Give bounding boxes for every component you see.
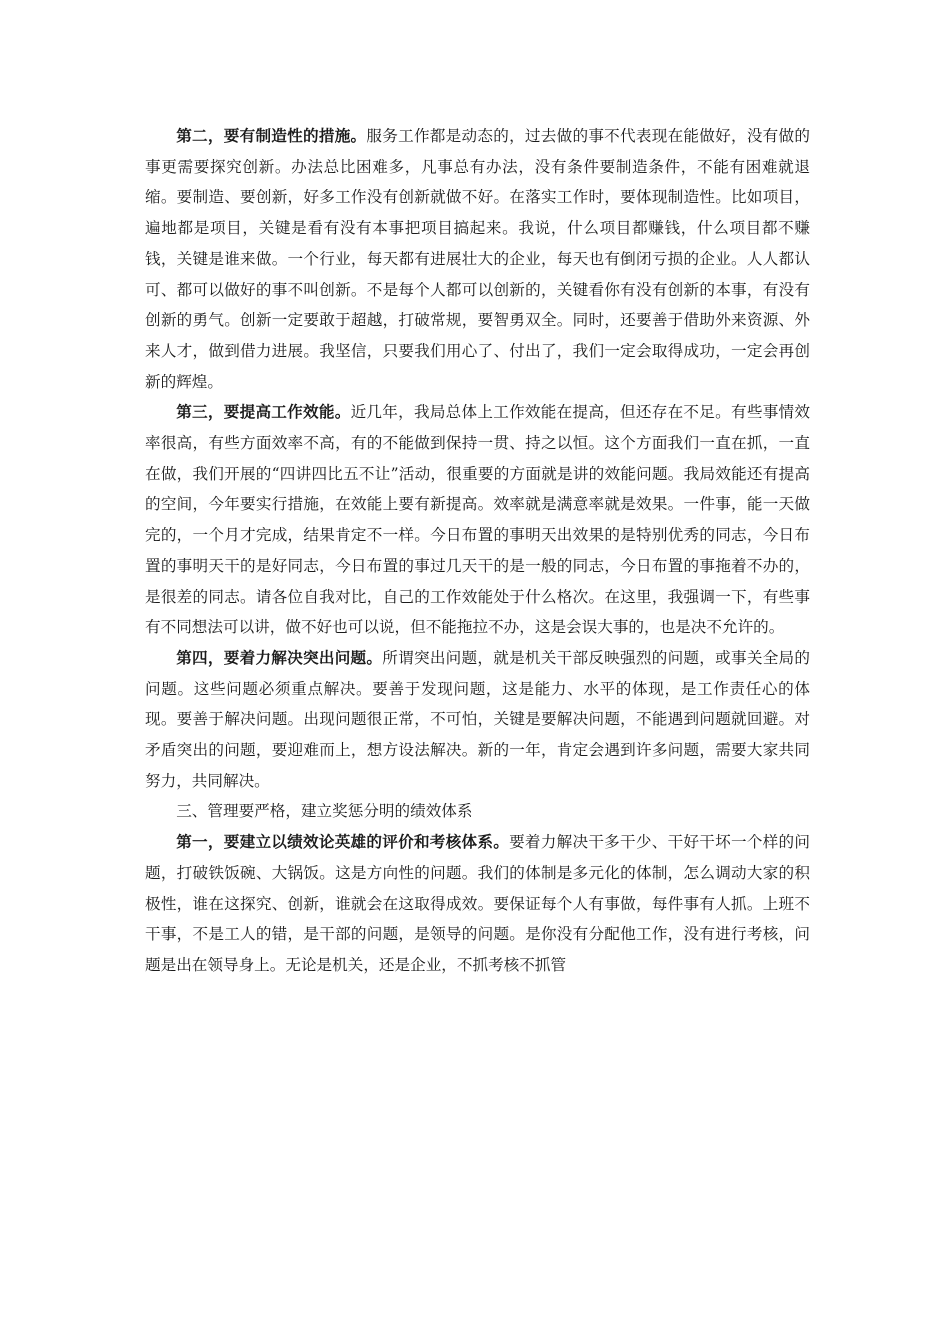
paragraph-lead: 第四，要着力解决突出问题。 <box>176 647 383 667</box>
paragraph-lead: 第一，要建立以绩效论英雄的评价和考核体系。 <box>176 832 510 852</box>
paragraph-body: 要着力解决干多干少、干好干坏一个样的问题，打破铁饭碗、大锅饭。这是方向性的问题。我们的体制是多元化的体制，怎么调动大家的积极性，谁在这探究、创新，谁就会在这取得成效。要保证每个人有事做，每件事有人抓。上班不干事，不是工人的错，是干部的问题，是领导的问题。是你没有分配他工作，没有进行考核，问题是出在领导身上。无论是机关，还是企业，不抓考核不抓管 <box>145 833 810 974</box>
paragraph-first-evaluation <box>145 827 810 981</box>
paragraph-body: 服务工作都是动态的，过去做的事不代表现在能做好，没有做的事更需要探究创新。办法总比困难多，凡事总有办法，没有条件要制造条件，不能有困难就退缩。要制造、要创新，好多工作没有创新就做不好。在落实工作时，要体现制造性。比如项目，遍地都是项目，关键是看有没有本事把项目搞起来。我说，什么项目都赚钱，什么项目都不赚钱，关键是谁来做。一个行业，每天都有进展壮大的企业，每天也有倒闭亏损的企业。人人都认可、都可以做好的事不叫创新。不是每个人都可以创新的，关键看你有没有创新的本事，有没有创新的勇气。创新一定要敢于超越，打破常规，要智勇双全。同时，还要善于借助外来资源、外来人才，做到借力进展。我坚信，只要我们用心了、付出了，我们一定会取得成功，一定会再创新的辉煌。 <box>145 127 810 391</box>
paragraph-fourth-problems <box>145 643 810 797</box>
paragraph-body: 近几年，我局总体上工作效能在提高，但还存在不足。有些事情效率很高，有些方面效率不高，有的不能做到保持一贯、持之以恒。这个方面我们一直在抓，一直在做，我们开展的“四讲四比五不让”活动，很重要的方面就是讲的效能问题。我局效能还有提高的空间，今年要实行措施，在效能上要有新提高。效率就是满意率就是效果。一件事，能一天做完的，一个月才完成，结果肯定不一样。今日布置的事明天出效果的是特别优秀的同志，今日布置的事明天干的是好同志，今日布置的事过几天干的是一般的同志，今日布置的事拖着不办的，是很差的同志。请各位自我对比，自己的工作效能处于什么格次。在这里，我强调一下，有些事有不同想法可以讲，做不好也可以说，但不能拖拉不办，这是会误大事的，也是决不允许的。 <box>145 403 810 637</box>
document-page <box>145 121 810 981</box>
paragraph-lead: 第二，要有制造性的措施。 <box>176 126 367 145</box>
section-heading: 三、管理要严格，建立奖惩分明的绩效体系 <box>176 802 473 821</box>
paragraph-second-measure <box>145 121 810 397</box>
paragraph-body: 所谓突出问题，就是机关干部反映强烈的问题，或事关全局的问题。这些问题必须重点解决。要善于发现问题，这是能力、水平的体现，是工作责任心的体现。要善于解决问题。出现问题很正常，不可怕，关键是要解决问题，不能遇到问题就回避。对矛盾突出的问题，要迎难而上，想方设法解决。新的一年，肯定会遇到许多问题，需要大家共同努力，共同解决。 <box>145 648 810 790</box>
paragraph-third-efficiency <box>145 397 810 643</box>
paragraph-lead: 第三，要提高工作效能。 <box>176 402 351 422</box>
